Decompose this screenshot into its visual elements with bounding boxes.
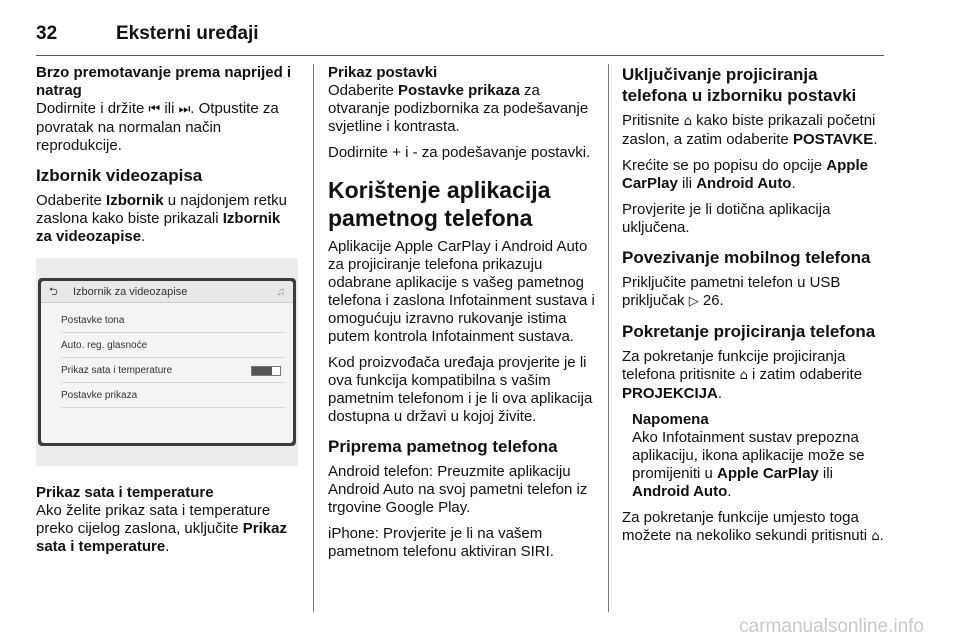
home-icon: ⌂ [683,114,692,129]
section-title-clock-temp: Prikaz sata i temperature [36,484,214,501]
paragraph-prepare-2: iPhone: Provjerite je li na vašem pametnom telefonu aktiviran SIRI. [328,525,554,560]
text: . Otpustite za povratak na normalan način reprodukcije. [36,100,279,154]
toggle-switch [251,366,281,376]
page-number: 32 [36,23,58,44]
note-title: Napomena [632,411,709,428]
text: Odaberite [36,192,107,209]
back-arrow-icon: ⮌ [49,286,58,298]
paragraph-video-menu [36,192,298,246]
skip-forward-icon: ⏭ [178,102,191,117]
text-bold: Prikaz sata i temperature [36,520,287,555]
column-left [36,64,298,564]
text: ili [677,175,697,192]
paragraph-adjust: Dodirnite + i - za podešavanje postavki. [328,144,591,161]
column-divider [608,64,609,612]
paragraph-start [622,348,884,403]
page-reference-icon: ▷ [688,294,699,309]
paragraph-connect [622,274,884,311]
paragraph-apps-2: Kod proizvođača uređaja provjerite je li ova funkcija kompatibilna s vašim pametnim telefonom i je li ova aplikacija dostupna u državi u kojoj živite. [328,354,593,425]
home-icon: ⌂ [871,529,880,544]
text: 26. [698,292,724,309]
heading-start-projection: Pokretanje projiciranja telefona [622,322,876,341]
text-bold: POSTAVKE [792,131,874,148]
menu-item: Postavke prikaza [61,384,285,408]
page-header [36,22,884,56]
text: Dodirnite i držite [36,100,149,117]
watermark: carmanualsonline.info [739,616,924,637]
screen-title: Izbornik za videozapise [73,286,188,298]
text: . [873,131,878,148]
menu-item: Postavke tona [61,309,285,333]
column-middle [328,64,596,569]
paragraph-clock-temp [36,502,298,556]
heading-smartphone-apps: Korištenje aplikacija pametnog telefona [328,177,551,231]
text-bold: Android Auto [632,483,728,500]
text-bold: Izbornik za videozapise [36,210,281,245]
skip-back-icon: ⏮ [148,102,161,117]
paragraph-prepare-1: Android telefon: Preuzmite aplikaciju Android Auto na svoj pametni telefon iz trgovine Google Play. [328,463,588,516]
section-title-display-settings: Prikaz postavki [328,64,438,81]
text: ili [818,465,833,482]
text: . [717,385,723,402]
text-bold: Apple CarPlay [717,465,819,482]
note-text [632,429,884,501]
column-divider [313,64,314,612]
text: i zatim odaberite [747,366,863,383]
paragraph-fast-forward [36,100,298,155]
heading-video-menu: Izbornik videozapisa [36,166,203,185]
text-bold: Postavke prikaza [398,82,520,99]
note-box [632,411,884,501]
heading-connect-phone: Povezivanje mobilnog telefona [622,248,871,267]
text: Priključite pametni telefon u USB priključak [622,274,841,309]
text: za otvaranje podizbornika za podešavanje svjetline i kontrasta. [328,82,589,135]
text: Odaberite [328,82,399,99]
text: . [727,483,732,500]
paragraph-enable-2 [622,157,884,193]
text: Pritisnite [622,112,684,129]
text: . [141,228,146,245]
text: . [791,175,796,192]
text: Za pokretanje funkcije projiciranja telefona pritisnite [622,348,846,383]
music-note-icon: ♫ [276,286,285,298]
paragraph-enable-1 [622,112,884,149]
menu-item-label: Prikaz sata i temperature [61,365,173,376]
text: u najdonjem retku zaslona kako biste prikazali [36,192,287,227]
text: Ako Infotainment sustav prepozna aplikaciju, ikona aplikacije može se promijeniti u [632,429,865,482]
paragraph-enable-3: Provjerite je li dotična aplikacija uključena. [622,201,831,236]
text-bold: PROJEKCIJA [622,385,718,402]
heading-enable-projection: Uključivanje projiciranja telefona u izborniku postavki [622,65,857,105]
text: kako biste prikazali početni zaslon, a zatim odaberite [622,112,876,148]
page-title: Eksterni uređaji [116,23,259,44]
paragraph-display-settings [328,82,596,136]
heading-prepare-phone: Priprema pametnog telefona [328,437,558,456]
video-menu-screenshot [36,258,298,466]
text-bold: Android Auto [696,175,792,192]
column-right [622,64,884,554]
home-icon: ⌂ [739,368,748,383]
screen-header [41,281,293,303]
menu-item: Auto. reg. glasnoće [61,334,285,358]
screen-display [41,281,293,443]
text: . [165,538,170,555]
text: . [879,527,884,544]
section-title-fast-forward: Brzo premotavanje prema naprijed i natrag [36,64,292,99]
menu-item [61,359,285,383]
text: Ako želite prikaz sata i temperature preko cijelog zaslona, uključite [36,502,271,537]
text: ili [160,100,179,117]
text: Za pokretanje funkcije umjesto toga možete na nekoliko sekundi pritisnuti [622,509,872,544]
screen-bezel [38,278,296,446]
text-bold: Apple CarPlay [622,157,868,192]
paragraph-apps-1: Aplikacije Apple CarPlay i Android Auto za projiciranje telefona prikazuju odabrane aplikacije s vašeg pametnog telefona i zaslona Infotainment sustava i omogućuju izravno rukovanje istima putem kontrola Infotainment sustava. [328,238,595,345]
text: Krećite se po popisu do opcije [622,157,827,174]
paragraph-start-alt [622,509,884,546]
text-bold: Izbornik [106,192,164,209]
